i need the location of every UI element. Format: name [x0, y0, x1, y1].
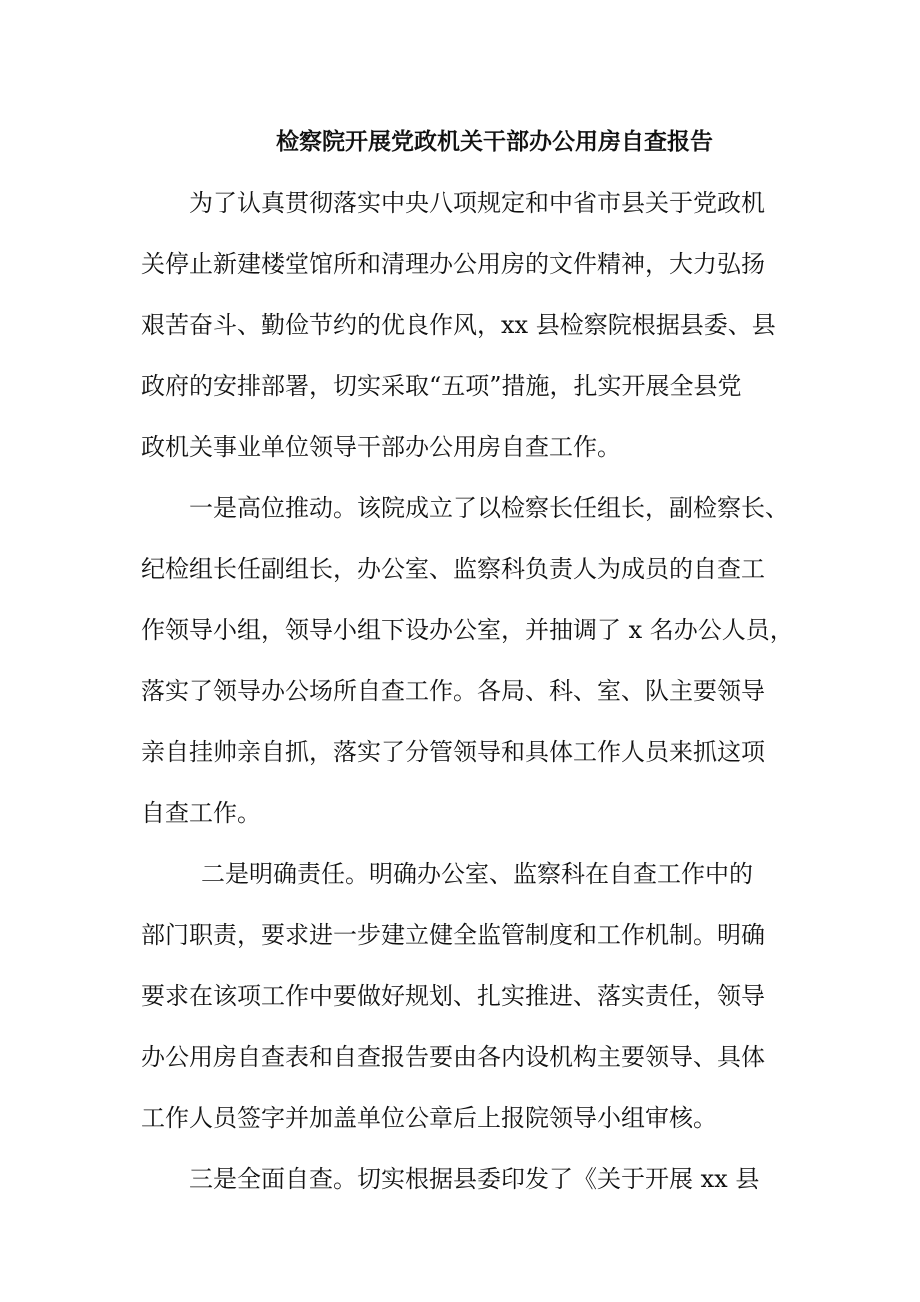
paragraph-4-line-1: 三是全面自查。切实根据县委印发了《关于开展 xx 县	[189, 1165, 760, 1193]
paragraph-3-line-3: 要求在该项工作中要做好规划、扎实推进、落实责任，领导	[141, 982, 765, 1010]
paragraph-1-line-1: 为了认真贯彻落实中央八项规定和中省市县关于党政机	[189, 189, 765, 217]
paragraph-2-line-2: 纪检组长任副组长，办公室、监察科负责人为成员的自查工	[141, 555, 765, 583]
paragraph-1-line-3: 艰苦奋斗、勤俭节约的优良作风，xx 县检察院根据县委、县	[141, 311, 776, 339]
paragraph-2-line-6: 自查工作。	[141, 799, 261, 827]
paragraph-2-line-1: 一是高位推动。该院成立了以检察长任组长，副检察长、	[189, 494, 789, 522]
paragraph-1-line-4: 政府的安排部署，切实采取“五项”措施，扎实开展全县党	[141, 372, 742, 400]
paragraph-1-line-5: 政机关事业单位领导干部办公用房自查工作。	[141, 433, 621, 461]
paragraph-1-line-2: 关停止新建楼堂馆所和清理办公用房的文件精神，大力弘扬	[141, 250, 765, 278]
paragraph-2-line-3: 作领导小组，领导小组下设办公室，并抽调了 x 名办公人员，	[141, 616, 794, 644]
paragraph-3-line-2: 部门职责，要求进一步建立健全监管制度和工作机制。明确	[141, 921, 765, 949]
paragraph-3-line-5: 工作人员签字并加盖单位公章后上报院领导小组审核。	[141, 1104, 717, 1132]
paragraph-2-line-4: 落实了领导办公场所自查工作。各局、科、室、队主要领导	[141, 677, 765, 705]
document-title: 检察院开展党政机关干部办公用房自查报告	[276, 128, 713, 155]
paragraph-3-line-4: 办公用房自查表和自查报告要由各内设机构主要领导、具体	[141, 1043, 765, 1071]
paragraph-3-line-1: 二是明确责任。明确办公室、监察科在自查工作中的	[201, 860, 753, 888]
paragraph-2-line-5: 亲自挂帅亲自抓，落实了分管领导和具体工作人员来抓这项	[141, 738, 765, 766]
